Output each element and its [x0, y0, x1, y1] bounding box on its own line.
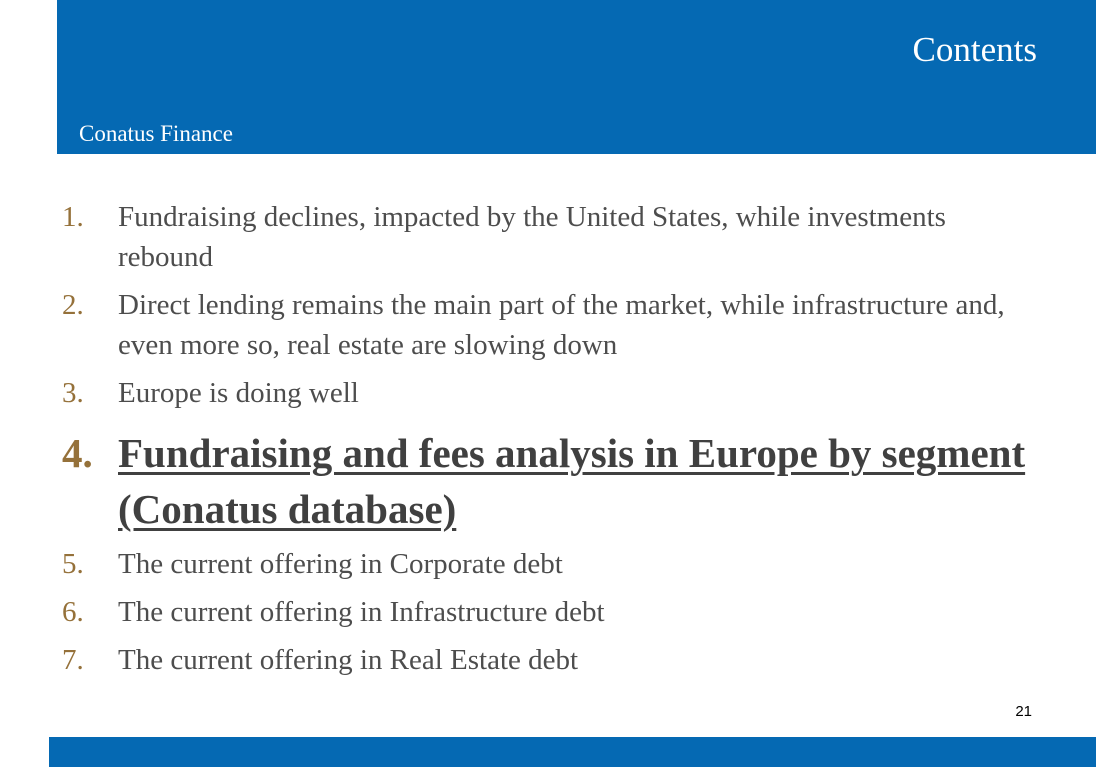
toc-item-text: The current offering in Corporate debt — [118, 548, 563, 580]
toc-item-text: Europe is doing well — [118, 377, 359, 409]
toc-item-text: Fundraising and fees analysis in Europe by segment (Conatus database) — [118, 430, 1026, 532]
toc-item-number: 6. — [62, 596, 84, 628]
toc-item-number: 3. — [62, 377, 84, 409]
toc-item-number: 2. — [62, 289, 84, 321]
toc-item-number: 1. — [62, 201, 84, 233]
page-number: 21 — [1015, 703, 1032, 720]
toc-item-text: The current offering in Real Estate debt — [118, 644, 579, 676]
toc-item-number: 7. — [62, 644, 84, 676]
toc-item-text: Fundraising declines, impacted by the United States, while investments rebound — [118, 201, 946, 273]
toc-item-text: Direct lending remains the main part of the market, while infrastructure and, even more so, real estate are slowing down — [118, 289, 1005, 361]
slide-title: Contents — [912, 30, 1037, 69]
toc-item-number: 5. — [62, 548, 84, 580]
toc-item-number: 4. — [62, 430, 93, 476]
footer-band — [49, 737, 1096, 767]
toc-item-text: The current offering in Infrastructure debt — [118, 596, 605, 628]
company-name: Conatus Finance — [79, 121, 233, 146]
